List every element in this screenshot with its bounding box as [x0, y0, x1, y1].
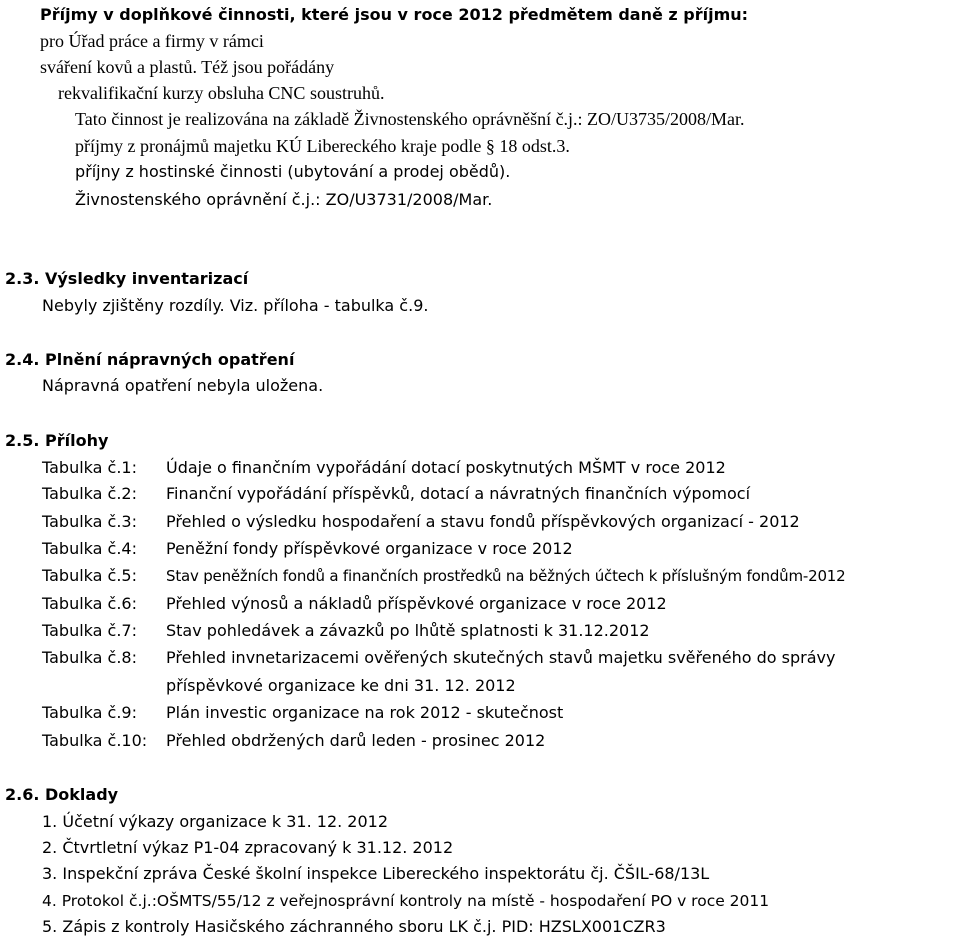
table-title: Přehled o výsledku hospodaření a stavu fondů příspěvkových organizací - 2012	[166, 512, 800, 531]
section-2-4-text: Nápravná opatření nebyla uložena.	[42, 376, 324, 395]
section-2-5-heading: 2.5. Přílohy	[5, 431, 109, 450]
table-label: Tabulka č.6:	[42, 594, 137, 613]
table-label: Tabulka č.4:	[42, 539, 137, 558]
table-title: Přehled výnosů a nákladů příspěvkové organizace v roce 2012	[166, 594, 667, 613]
income-line: Tato činnost je realizována na základě Živnostenského oprávněšní č.j.: ZO/U3735/2008/Mar.	[75, 109, 745, 129]
doc-item: 1. Účetní výkazy organizace k 31. 12. 2012	[42, 812, 389, 831]
section-2-3-heading: 2.3. Výsledky inventarizací	[5, 269, 249, 288]
income-line: příjny z hostinské činnosti (ubytování a prodej obědů).	[75, 162, 511, 181]
table-title: Přehled invnetarizacemi ověřených skutečných stavů majetku svěřeného do správy	[166, 648, 836, 667]
table-title-continuation: příspěvkové organizace ke dni 31. 12. 2012	[166, 676, 516, 695]
table-label: Tabulka č.2:	[42, 484, 137, 503]
table-title: Stav peněžních fondů a finančních prostředků na běžných účtech k příslušným fondům-2012	[166, 567, 846, 585]
doc-item: 2. Čtvrtletní výkaz P1-04 zpracovaný k 31.12. 2012	[42, 838, 454, 857]
doc-item: 4. Protokol č.j.:OŠMTS/55/12 z veřejnosprávní kontroly na místě - hospodaření PO v roce 2011	[42, 892, 770, 910]
table-title: Přehled obdržených darů leden - prosinec 2012	[166, 731, 546, 750]
section-2-3-text: Nebyly zjištěny rozdíly. Viz. příloha - tabulka č.9.	[42, 296, 429, 315]
table-title: Peněžní fondy příspěvkové organizace v roce 2012	[166, 539, 573, 558]
doc-item: 5. Zápis z kontroly Hasičského záchranného sboru LK č.j. PID: HZSLX001CZR3	[42, 917, 666, 936]
table-title: Finanční vypořádání příspěvků, dotací a návratných finančních výpomocí	[166, 484, 751, 503]
table-title: Údaje o finančním vypořádání dotací poskytnutých MŠMT v roce 2012	[166, 458, 726, 477]
table-label: Tabulka č.3:	[42, 512, 137, 531]
table-title: Stav pohledávek a závazků po lhůtě splatnosti k 31.12.2012	[166, 621, 650, 640]
table-title: Plán investic organizace na rok 2012 - skutečnost	[166, 703, 564, 722]
income-line: sváření kovů a plastů. Též jsou pořádány	[40, 57, 335, 77]
section-2-4-heading: 2.4. Plnění nápravných opatření	[5, 350, 295, 369]
table-label: Tabulka č.5:	[42, 566, 137, 585]
income-heading: Příjmy v doplňkové činnosti, které jsou v roce 2012 předmětem daně z příjmu:	[40, 5, 749, 24]
income-line: Živnostenského oprávnění č.j.: ZO/U3731/2008/Mar.	[75, 190, 493, 209]
table-label: Tabulka č.9:	[42, 703, 137, 722]
table-label: Tabulka č.8:	[42, 648, 137, 667]
section-2-6-heading: 2.6. Doklady	[5, 785, 119, 804]
income-line: rekvalifikační kurzy obsluha CNC soustruhů.	[58, 83, 385, 103]
doc-item: 3. Inspekční zpráva České školní inspekce Libereckého inspektorátu čj. ČŠIL-68/13L	[42, 864, 710, 883]
table-label: Tabulka č.10:	[42, 731, 148, 750]
income-line: pro Úřad práce a firmy v rámci	[40, 31, 264, 51]
table-label: Tabulka č.7:	[42, 621, 137, 640]
income-line: příjmy z pronájmů majetku KÚ Libereckého kraje podle § 18 odst.3.	[75, 136, 570, 156]
table-label: Tabulka č.1:	[42, 458, 137, 477]
